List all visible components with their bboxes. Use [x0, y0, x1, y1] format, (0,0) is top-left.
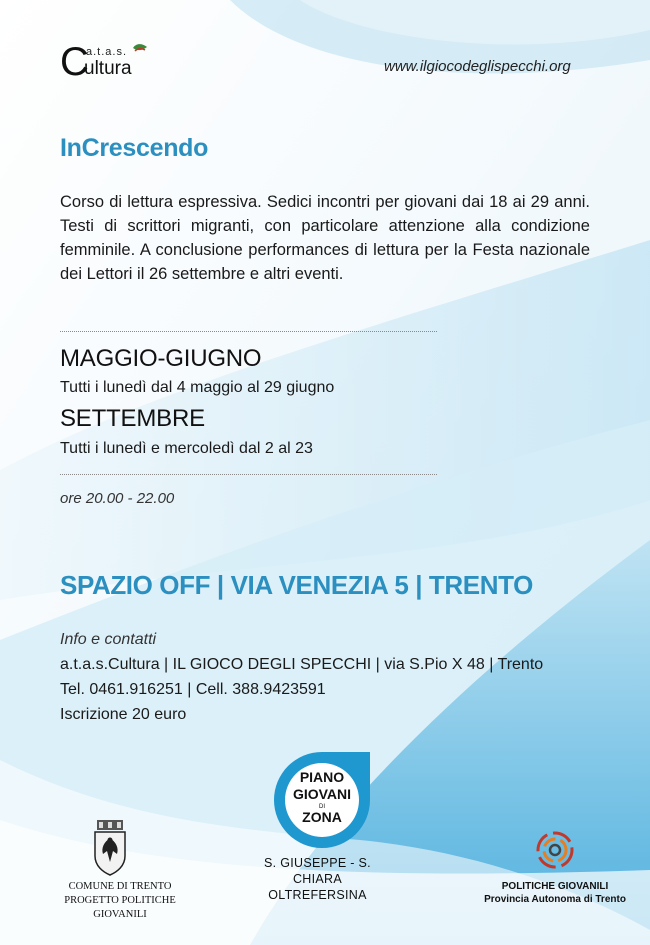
event-location: SPAZIO OFF | VIA VENEZIA 5 | TRENTO [60, 570, 533, 600]
contacts-line-2: Tel. 0461.916251 | Cell. 388.9423591 [60, 681, 326, 698]
comune-di-trento-label [40, 880, 200, 922]
atas-cultura-logo [60, 40, 132, 84]
piano-logo-line-1: PIANO [299, 769, 345, 785]
piano-logo-line-3: DI [319, 804, 325, 810]
period-1-detail: Tutti i lunedì dal 4 maggio al 29 giugno [60, 379, 335, 396]
website-link[interactable]: www.ilgiocodeglispecchi.org [384, 58, 571, 75]
comune-line-1: COMUNE DI TRENTO [68, 881, 172, 892]
logo-small-text: a.t.a.s. [86, 46, 128, 58]
event-hours: ore 20.00 - 22.00 [60, 490, 175, 507]
politiche-line-1: POLITICHE GIOVANILI [501, 881, 609, 892]
piano-giovani-label [250, 855, 385, 903]
politiche-giovanili-label [470, 880, 640, 906]
comune-line-2: PROGETTO POLITICHE GIOVANILI [64, 895, 176, 920]
piano-giovani-ring-icon [270, 748, 375, 853]
divider [60, 474, 437, 475]
politiche-line-2: Provincia Autonoma di Trento [484, 894, 626, 905]
logo-letter: C [60, 40, 89, 84]
logo-word: ultura [84, 58, 132, 79]
divider [60, 331, 437, 332]
piano-line-1: S. GIUSEPPE - S. CHIARA [264, 856, 371, 886]
leaf-icon [132, 42, 148, 54]
period-2-title: SETTEMBRE [60, 405, 205, 432]
event-title: InCrescendo [60, 134, 209, 162]
politiche-giovanili-spiral-icon [535, 830, 575, 870]
piano-logo-line-2: GIOVANI [292, 786, 352, 802]
coat-of-arms-icon [92, 820, 128, 876]
contacts-heading: Info e contatti [60, 631, 157, 648]
period-2-detail: Tutti i lunedì e mercoledì dal 2 al 23 [60, 440, 313, 457]
piano-line-2: OLTREFERSINA [268, 888, 367, 902]
period-1-title: MAGGIO-GIUGNO [60, 345, 262, 372]
piano-logo-line-4: ZONA [302, 809, 342, 825]
event-description: Corso di lettura espressiva. Sedici incontri per giovani dai 18 ai 29 anni. Testi di scrittori migranti, con particolare attenzione alla condizione femminile. A conclusione performances di lettura per la Festa nazionale dei Lettori il 26 settembre e altri eventi. [60, 193, 590, 283]
contacts-line-1: a.t.a.s.Cultura | IL GIOCO DEGLI SPECCHI | via S.Pio X 48 | Trento [60, 656, 544, 673]
contacts-line-3: Iscrizione 20 euro [60, 706, 187, 723]
